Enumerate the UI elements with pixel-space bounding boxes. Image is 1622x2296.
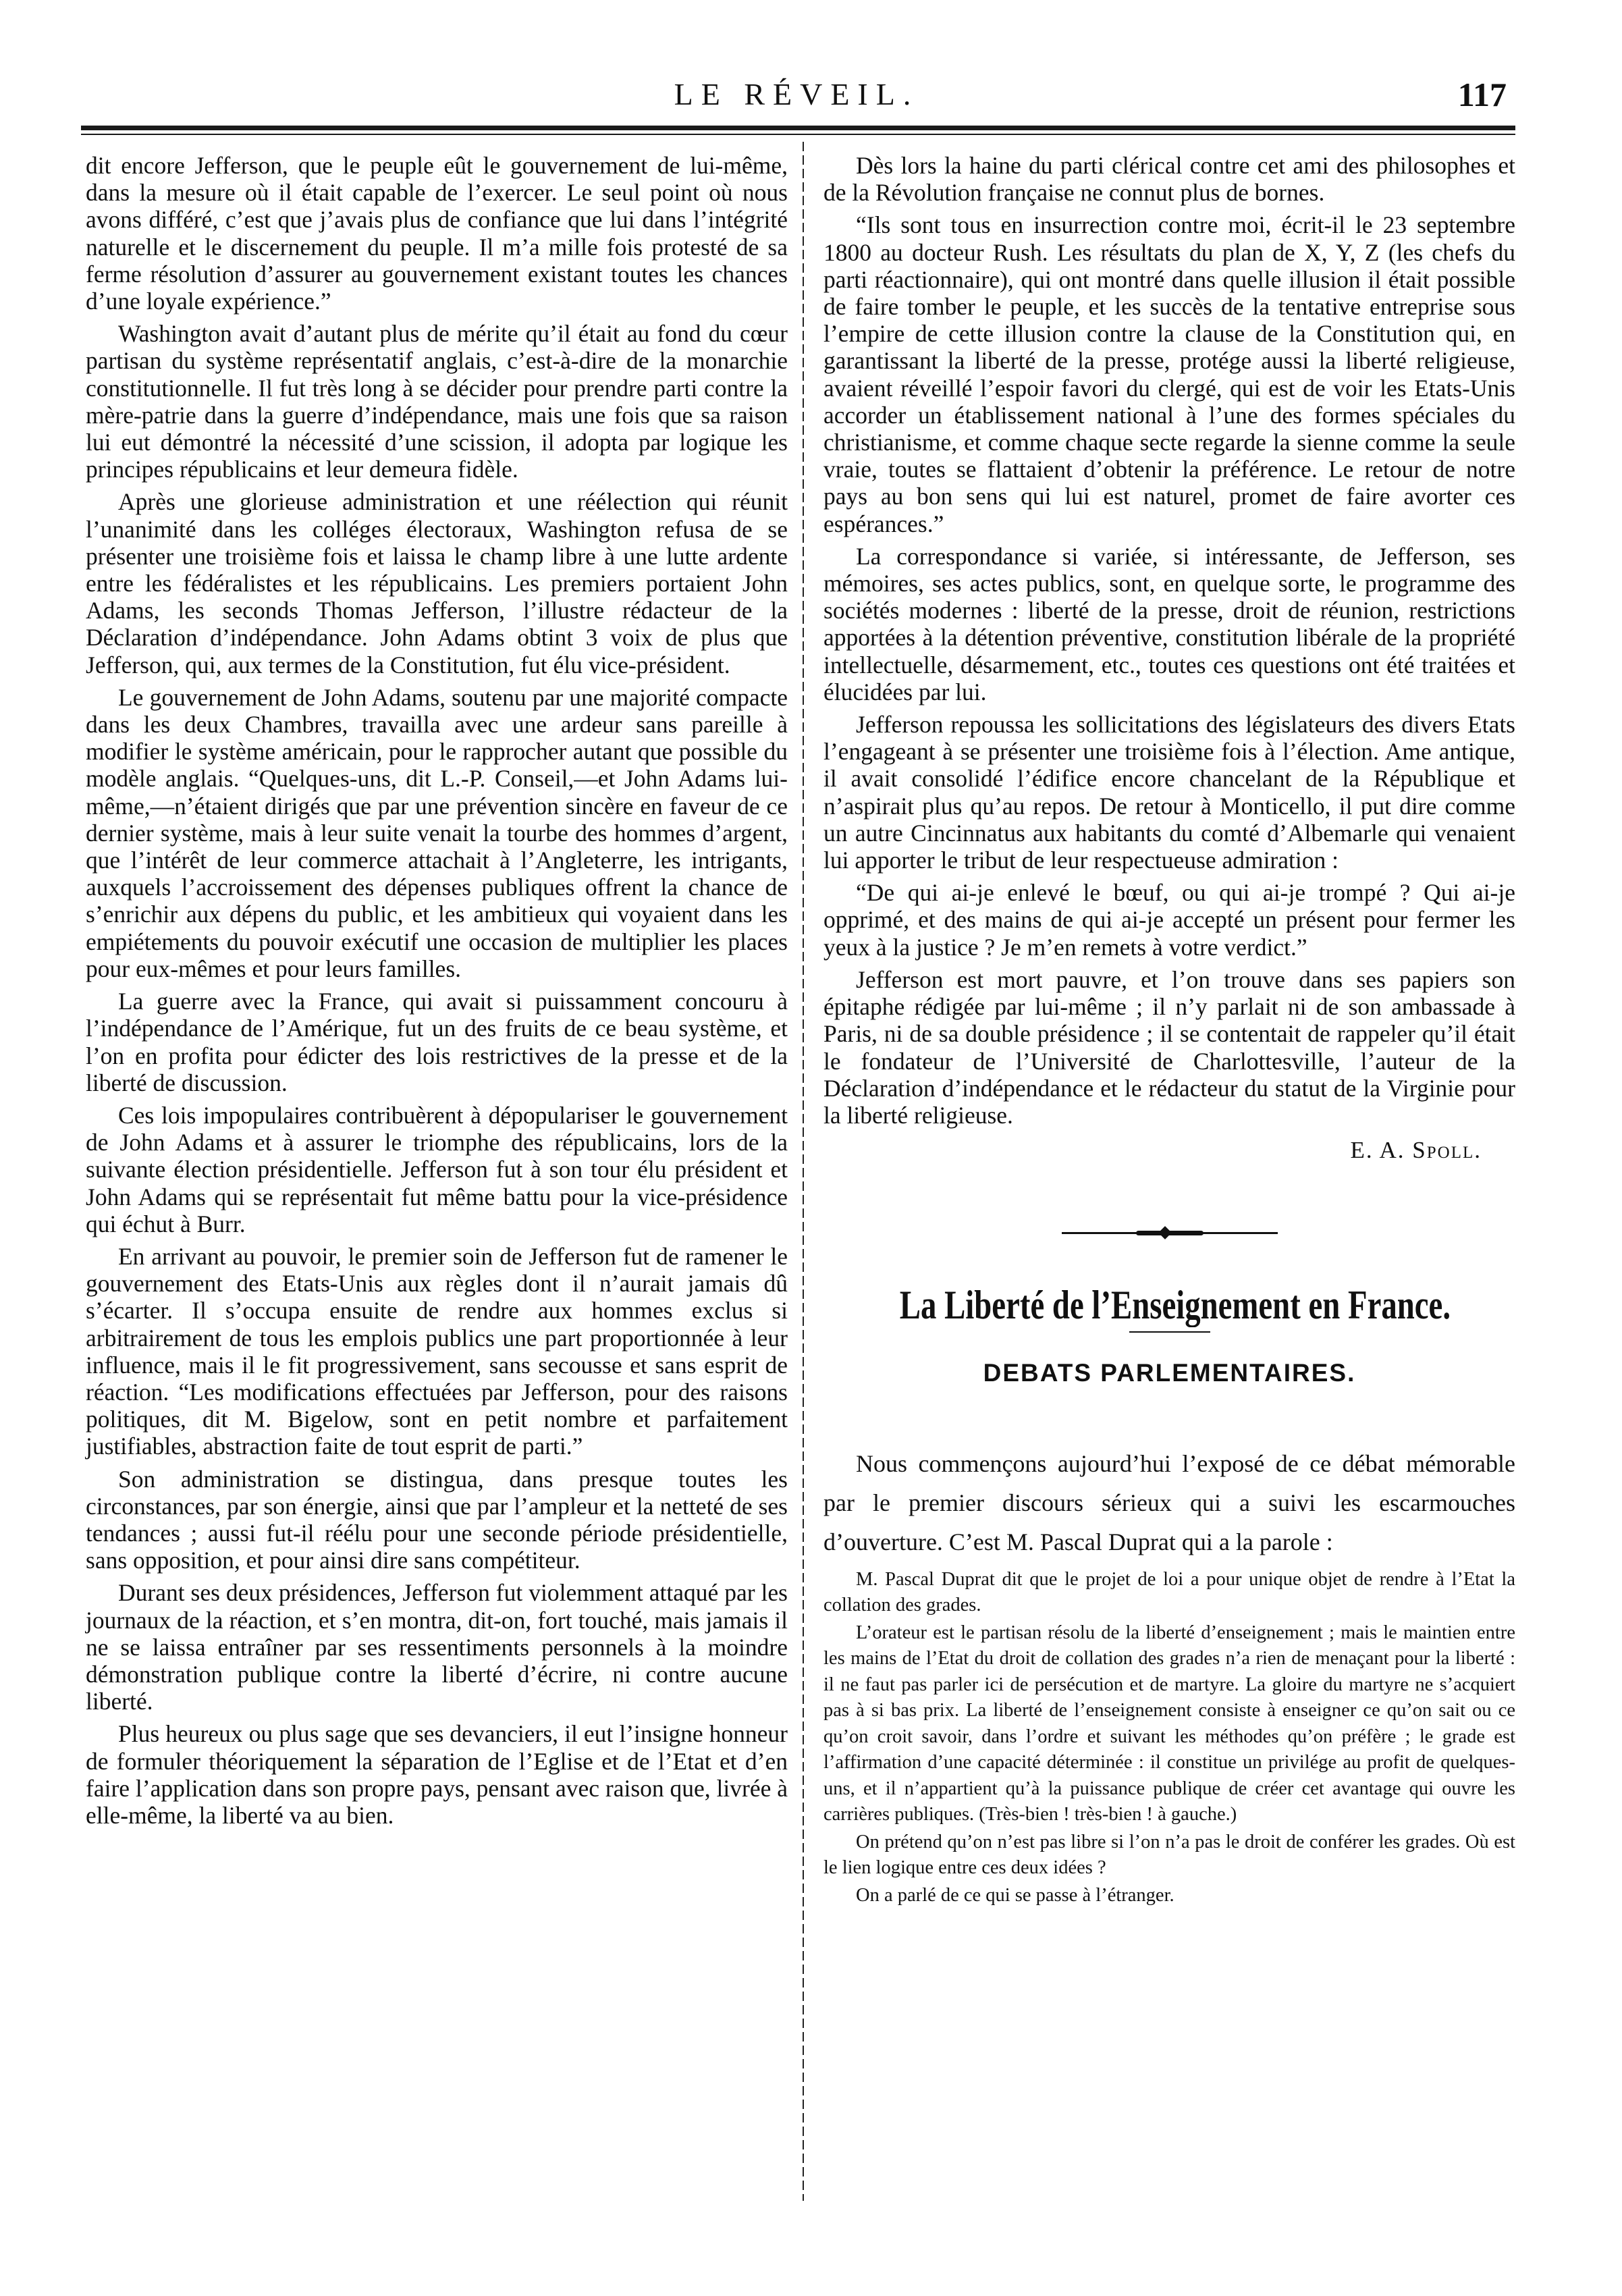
paragraph: La correspondance si variée, si intéressante, de Jefferson, ses mémoires, ses actes publics, sont, en quelque sorte, le programme des sociétés modernes : liberté de la presse, droit de réunion, restrictions apportées à la détention préventive, constitution libérale de la propriété intellectuelle, désarmement, etc., toutes ces questions ont été traitées et élucidées par lui. [823, 542, 1515, 705]
short-rule [1129, 1331, 1210, 1333]
ornament-divider [1062, 1228, 1278, 1237]
lead-paragraph: Nous commençons aujourd’hui l’exposé de ce débat mémorable par le premier discours sérieux qui a suivi les escarmouches d’ouverture. C’est M. Pascal Duprat qui a la parole : [823, 1449, 1515, 1555]
journal-title: LE RÉVEIL. [674, 77, 919, 111]
small-paragraph: M. Pascal Duprat dit que le projet de loi a pour unique objet de rendre à l’Etat la collation des grades. [823, 1568, 1515, 1616]
small-paragraph: On a parlé de ce qui se passe à l’étranger. [856, 1884, 1174, 1906]
small-paragraph: L’orateur est le partisan résolu de la liberté d’enseignement ; mais le maintien entre les mains de l’Etat du droit de collation des grades n’a rien de menaçant pour la liberté : il ne faut pas parler ici de persécution et de martyre. La gloire du martyre ne s’acquiert pas à si bas prix. La liberté de l’enseignement consiste à enseigner ce qu’on sait ou ce qu’on croit savoir, dans l’ordre et suivant les méthodes qu’on préfère ; le grade est l’affirmation d’une capacité déterminée : il constitue un privilége au profit de quelques-uns, et il n’appartient qu’à la puissance publique de créer cet avantage qui ouvre les carrières publiques. (Très-bien ! très-bien ! à gauche.) [823, 1622, 1515, 1825]
masthead [81, 71, 1512, 118]
paragraph: “De qui ai-je enlevé le bœuf, ou qui ai-je trompé ? Qui ai-je opprimé, et des mains de qui ai-je accepté un présent pour fermer les yeux à la justice ? Je m’en remets à votre verdict.” [823, 879, 1515, 961]
paragraph: La guerre avec la France, qui avait si puissamment concouru à l’indépendance de l’Amérique, fut un des fruits de ce beau système, et l’on en profita pour édicter des lois restrictives de la presse et de la liberté de discussion. [86, 988, 788, 1096]
paragraph: Dès lors la haine du parti clérical contre cet ami des philosophes et de la Révolution française ne connut plus de bornes. [823, 152, 1515, 207]
author-signature: E. A. Spoll. [1350, 1137, 1482, 1164]
paragraph: Plus heureux ou plus sage que ses devanciers, il eut l’insigne honneur de formuler théoriquement la séparation de l’Eglise et de l’Etat et d’en faire l’application dans son propre pays, pensant avec raison que, livrée à elle-même, la liberté va au bien. [86, 1720, 788, 1829]
header-rule-thick [81, 126, 1515, 130]
subsection-title: DEBATS PARLEMENTAIRES. [983, 1358, 1356, 1387]
paragraph: En arrivant au pouvoir, le premier soin de Jefferson fut de ramener le gouvernement des Etats-Unis aux règles dont il n’aurait jamais dû s’écarter. Il s’occupa ensuite de rendre aux hommes exclus si arbitrairement de tous les emplois publics une part proportionnée à leur influence, mais il le fit progressivement, sans secousse et sans esprit de réaction. “Les modifications effectuées par Jefferson, pour des raisons politiques, dit M. Bigelow, sont en petit nombre et parfaitement justifiables, abstraction faite de tout esprit de parti.” [86, 1242, 788, 1460]
page-number: 117 [1457, 76, 1507, 113]
right-column [823, 152, 1515, 1910]
paragraph: Washington avait d’autant plus de mérite qu’il était au fond du cœur partisan du système représentatif anglais, c’est-à-dire de la monarchie constitutionnelle. Il fut très long à se décider pour prendre parti contre la mère-patrie dans la guerre d’indépendance, mais une fois que sa raison lui eut démontré la nécessité d’une scission, il adopta par logique les principes républicains et leur demeura fidèle. [86, 320, 788, 483]
paragraph: Le gouvernement de John Adams, soutenu par une majorité compacte dans les deux Chambres, travailla avec une ardeur sans pareille à modifier le système américain, pour le rapprocher autant que possible du modèle anglais. “Quelques-uns, dit L.-P. Conseil,—et John Adams lui-même,—n’étaient dirigés que par une prévention sincère en faveur de ce dernier système, mais à leur suite venait la tourbe des hommes d’argent, que l’intérêt de leur commerce attachait à l’Angleterre, les intrigants, auxquels l’accroissement des dépenses publiques offrent la chance de s’enrichir aux dépens du public, et les ambitieux qui voyaient dans les empiétements du pouvoir exécutif une occasion de multiplier les places pour eux-mêmes et pour leurs familles. [86, 683, 788, 982]
column-divider [803, 142, 804, 2201]
paragraph: “Ils sont tous en insurrection contre moi, écrit-il le 23 septembre 1800 au docteur Rush. Les résultats du plan de X, Y, Z (les chefs du parti réactionnaire), qui ont montré dans quelle illusion il était possible de faire tomber le peuple, et les succès de la tentative entreprise sous l’empire de cette illusion contre la clause de la Constitution qui, en garantissant la liberté de la presse, protége aussi la liberté religieuse, avaient réveillé l’espoir favori du clergé, qui est de voir les Etats-Unis accorder un établissement national à l’une des formes spéciales du christianisme, et comme chaque secte regarde la sienne comme la seule vraie, toutes se flattaient d’obtenir la préférence. Le retour de notre pays au bon sens qui lui est naturel, promet de faire avorter ces espérances.” [823, 211, 1515, 537]
paragraph: Après une glorieuse administration et une réélection qui réunit l’unanimité dans les colléges électoraux, Washington refusa de se présenter une troisième fois et laissa le champ libre à une lutte ardente entre les fédéralistes et les républicains. Les premiers portaient John Adams, les seconds Thomas Jefferson, l’illustre rédacteur de la Déclaration d’indépendance. John Adams obtint 3 voix de plus que Jefferson, qui, aux termes de la Constitution, fut élu vice-président. [86, 488, 788, 678]
header-rule-thin [81, 134, 1515, 135]
section-title: La Liberté de l’Enseignement en France. [899, 1283, 1451, 1328]
paragraph: Jefferson repoussa les sollicitations des législateurs des divers Etats l’engageant à se présenter une troisième fois à l’élection. Ame antique, il avait consolidé l’édifice encore chancelant de la République et n’aspirait plus qu’au repos. De retour à Monticello, il put dire comme un autre Cincinnatus aux habitants du comté d’Albemarle qui venaient lui apporter le tribut de leur respectueuse admiration : [823, 711, 1515, 874]
paragraph: Durant ses deux présidences, Jefferson fut violemment attaqué par les journaux de la réaction, et s’en montra, dit-on, fort touché, mais jamais il ne se laissa entraîner par ses ressentiments personnels à la moindre démonstration publique contre la liberté d’écrire, ni contre aucune liberté. [86, 1579, 788, 1715]
paragraph: dit encore Jefferson, que le peuple eût le gouvernement de lui-même, dans la mesure où il était capable de l’exercer. Le seul point où nous avons différé, c’est que j’avais plus de confiance que lui dans l’intégrité naturelle et le discernement du peuple. Il m’a mille fois protesté de sa ferme résolution d’assurer au gouvernement existant toutes les chances d’une loyale expérience.” [86, 152, 788, 315]
paragraph: Son administration se distingua, dans presque toutes les circonstances, par son énergie, ainsi que par l’ampleur et la netteté de ses tendances ; aussi fut-il réélu pour une seconde période présidentielle, sans opposition, et pour ainsi dire sans compétiteur. [86, 1465, 788, 1574]
small-paragraph: On prétend qu’on n’est pas libre si l’on n’a pas le droit de conférer les grades. Où est le lien logique entre ces deux idées ? [823, 1831, 1515, 1879]
paragraph: Ces lois impopulaires contribuèrent à dépopulariser le gouvernement de John Adams et à assurer le triomphe des républicains, lors de la suivante élection présidentielle. Jefferson fut à son tour élu président et John Adams qui se représentait fut même battu pour la vice-présidence qui échut à Burr. [86, 1101, 788, 1237]
paragraph: Jefferson est mort pauvre, et l’on trouve dans ses papiers son épitaphe rédigée par lui-même ; il n’y parlait ni de son ambassade à Paris, ni de sa double présidence ; il se contentait de rappeler qu’il était le fondateur de l’Université de Charlottesville, l’auteur de la Déclaration d’indépendance et le rédacteur du statut de la Virginie pour la liberté religieuse. [823, 965, 1515, 1129]
left-column [86, 152, 788, 1834]
